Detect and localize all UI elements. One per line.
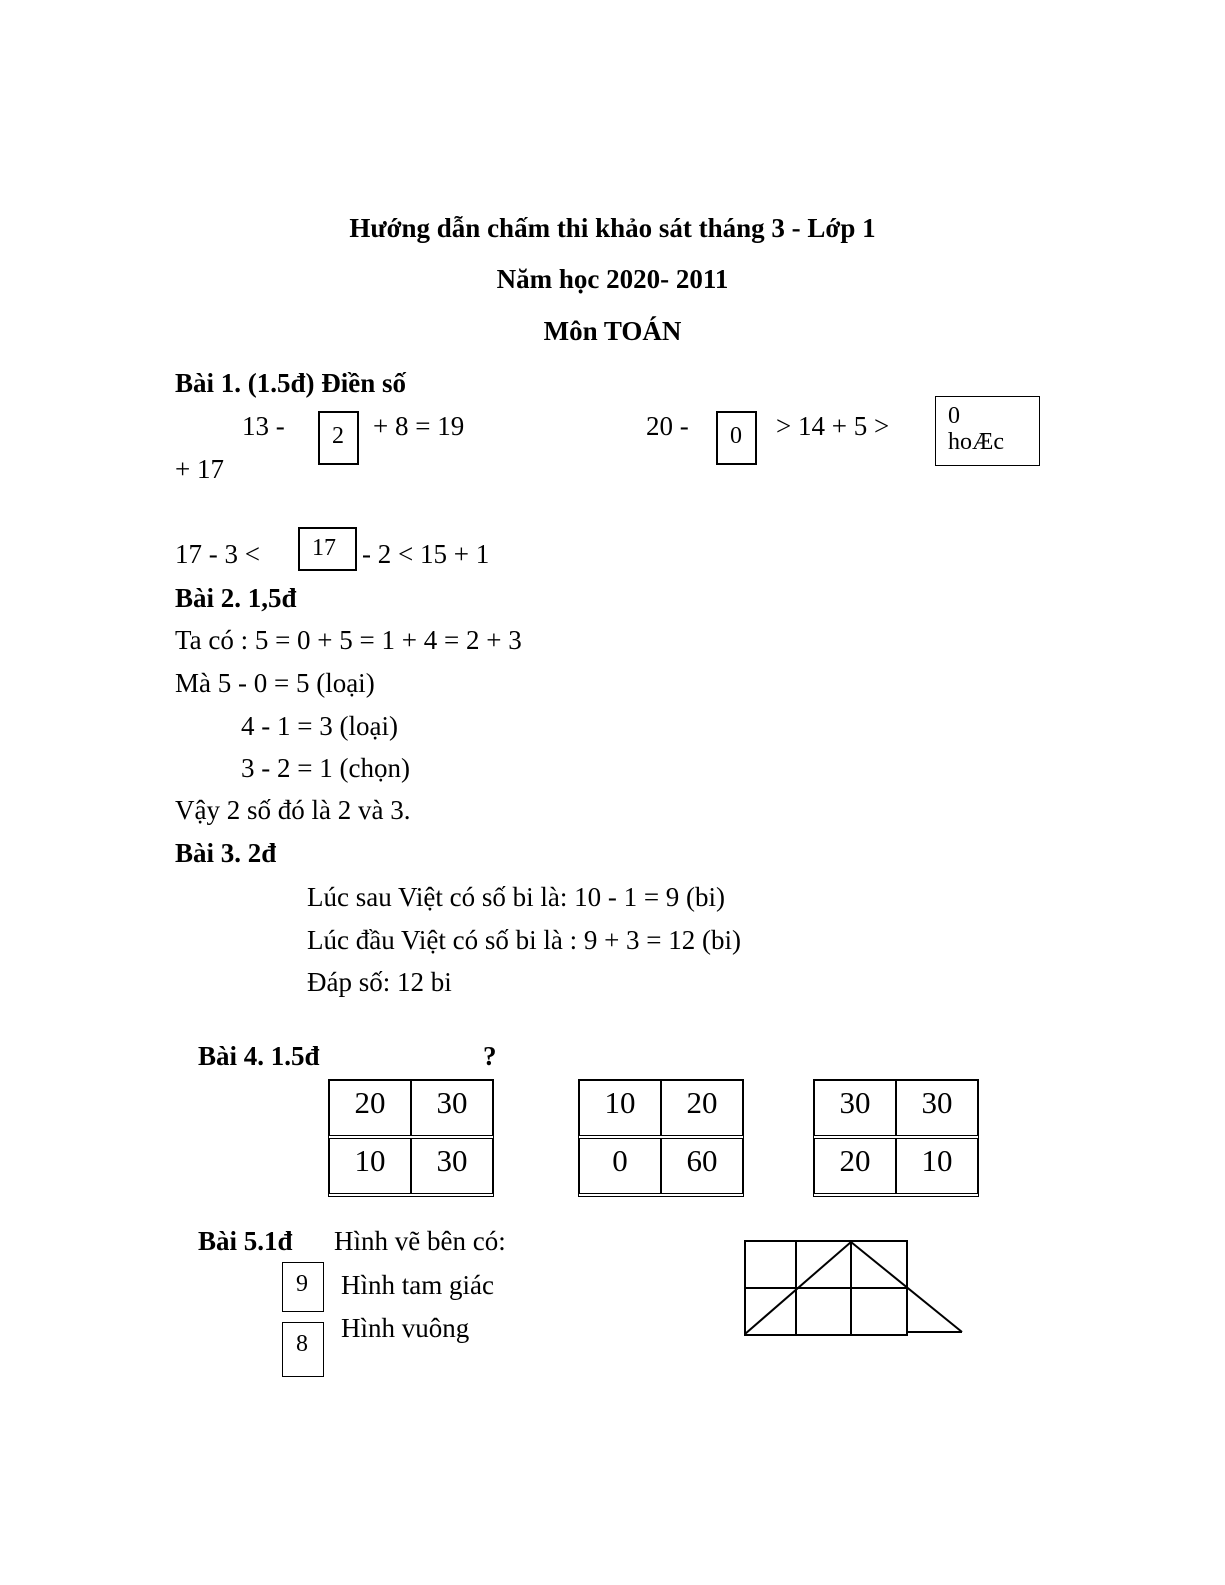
- bai2-line: Ta có : 5 = 0 + 5 = 1 + 4 = 2 + 3: [175, 625, 522, 655]
- bai3-line: Lúc sau Việt có số bi là: 10 - 1 = 9 (bi): [307, 882, 726, 912]
- eq2-answer-box: 0: [716, 411, 757, 465]
- document-title: Hướng dẫn chấm thi khảo sát tháng 3 - Lớp 1: [349, 213, 876, 243]
- bai5-intro: Hình vẽ bên có:: [334, 1226, 506, 1256]
- eq2-left: 20 -: [646, 411, 689, 441]
- eq3-answer-box: 17: [298, 527, 357, 571]
- squares-label: Hình vuông: [341, 1313, 470, 1343]
- grid-cell: 30: [411, 1138, 493, 1194]
- school-year: Năm học 2020- 2011: [496, 264, 729, 294]
- bai2-line: 3 - 2 = 1 (chọn): [241, 753, 410, 783]
- grid-cell: 60: [661, 1138, 743, 1194]
- eq1-answer-box: 2: [318, 411, 359, 465]
- eq2-box2-line2: hoÆc: [948, 429, 1004, 456]
- grid-cell: 20: [661, 1080, 743, 1136]
- grid-cell: 10: [896, 1138, 978, 1194]
- eq1-left: 13 -: [242, 411, 285, 441]
- grid-cell: 30: [814, 1080, 896, 1136]
- bai5-heading: Bài 5.1đ: [198, 1226, 293, 1256]
- bai2-line: Vậy 2 số đó là 2 và 3.: [175, 795, 411, 825]
- eq1-wrap: + 17: [175, 454, 224, 484]
- bai3-line: Đáp số: 12 bi: [307, 967, 452, 997]
- eq3-right: - 2 < 15 + 1: [362, 539, 490, 569]
- grid-cell: 20: [814, 1138, 896, 1194]
- bai3-heading: Bài 3. 2đ: [175, 838, 277, 868]
- subject: Môn TOÁN: [543, 316, 682, 346]
- bai2-line: Mà 5 - 0 = 5 (loại): [175, 668, 375, 698]
- bai2-heading: Bài 2. 1,5đ: [175, 583, 297, 613]
- bai3-line: Lúc đầu Việt có số bi là : 9 + 3 = 12 (bi): [307, 925, 742, 955]
- eq1-right: + 8 = 19: [373, 411, 465, 441]
- grid-cell: 30: [411, 1080, 493, 1136]
- grid-cell: 30: [896, 1080, 978, 1136]
- eq3-left: 17 - 3 <: [175, 539, 260, 569]
- grid-cell: 10: [329, 1138, 411, 1194]
- triangles-label: Hình tam giác: [341, 1270, 494, 1300]
- eq2-right: > 14 + 5 >: [776, 411, 890, 441]
- eq2-box2-line1: 0: [948, 403, 960, 429]
- grid-cell: 0: [579, 1138, 661, 1194]
- bai4-heading: Bài 4. 1.5đ: [198, 1041, 320, 1071]
- bai1-heading: Bài 1. (1.5đ) Điền số: [175, 368, 407, 398]
- triangles-count-box: 9: [282, 1262, 324, 1312]
- bai2-line: 4 - 1 = 3 (loại): [241, 711, 398, 741]
- squares-count-box: 8: [282, 1322, 324, 1377]
- bai4-question-mark: ?: [483, 1041, 497, 1071]
- grid-cell: 10: [579, 1080, 661, 1136]
- grid-cell: 20: [329, 1080, 411, 1136]
